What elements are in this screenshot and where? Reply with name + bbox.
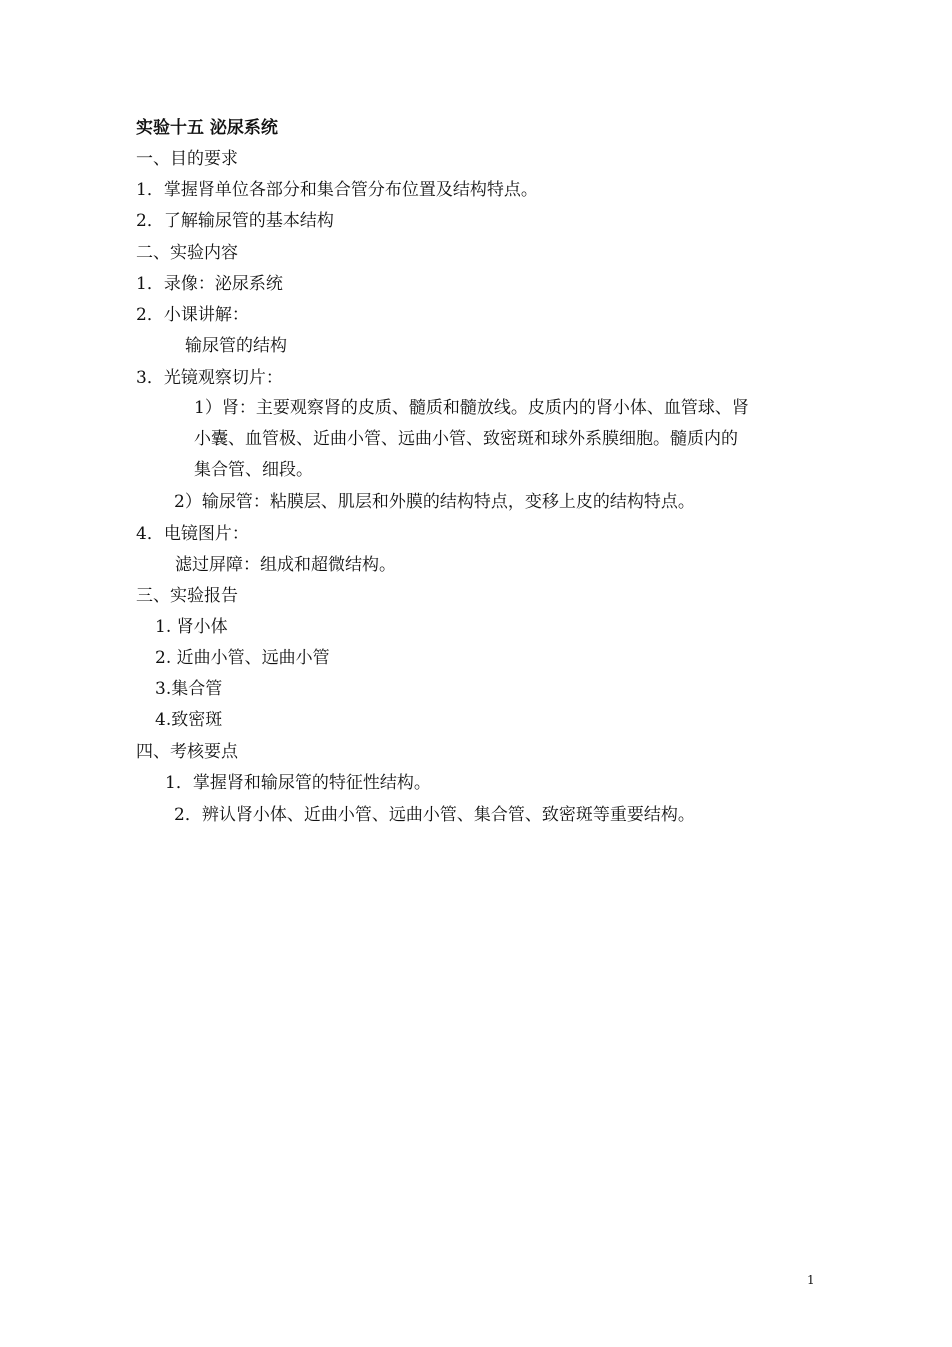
report-item: 2. 近曲小管、远曲小管: [155, 648, 330, 668]
section-heading-content: 二、实验内容: [136, 243, 238, 263]
document-title: 实验十五 泌尿系统: [136, 118, 278, 138]
content-item: 2．小课讲解：: [136, 305, 249, 325]
section-heading-report: 三、实验报告: [136, 586, 238, 606]
content-subitem: 2）输尿管：粘膜层、肌层和外膜的结构特点，变移上皮的结构特点。: [174, 492, 695, 512]
content-item: 4．电镜图片：: [136, 524, 249, 544]
content-subitem: 输尿管的结构: [185, 336, 287, 356]
page-number: 1: [807, 1273, 815, 1287]
section-heading-assessment: 四、考核要点: [136, 742, 238, 762]
assessment-item: 2．辨认肾小体、近曲小管、远曲小管、集合管、致密斑等重要结构。: [174, 805, 695, 825]
content-subitem: 滤过屏障：组成和超微结构。: [175, 555, 396, 575]
content-subitem-line: 1）肾：主要观察肾的皮质、髓质和髓放线。皮质内的肾小体、血管球、肾: [194, 398, 749, 418]
report-item: 4.致密斑: [155, 710, 223, 730]
section-heading-objectives: 一、目的要求: [136, 149, 238, 169]
objective-item: 1．掌握肾单位各部分和集合管分布位置及结构特点。: [136, 180, 538, 200]
content-subitem-line: 集合管、细段。: [194, 460, 313, 480]
assessment-item: 1．掌握肾和输尿管的特征性结构。: [165, 773, 431, 793]
content-item: 1．录像：泌尿系统: [136, 274, 283, 294]
report-item: 3.集合管: [155, 679, 223, 699]
report-item: 1. 肾小体: [155, 617, 228, 637]
content-subitem-line: 小囊、血管极、近曲小管、远曲小管、致密斑和球外系膜细胞。髓质内的: [194, 429, 738, 449]
content-item: 3．光镜观察切片：: [136, 368, 283, 388]
objective-item: 2．了解输尿管的基本结构: [136, 211, 334, 231]
